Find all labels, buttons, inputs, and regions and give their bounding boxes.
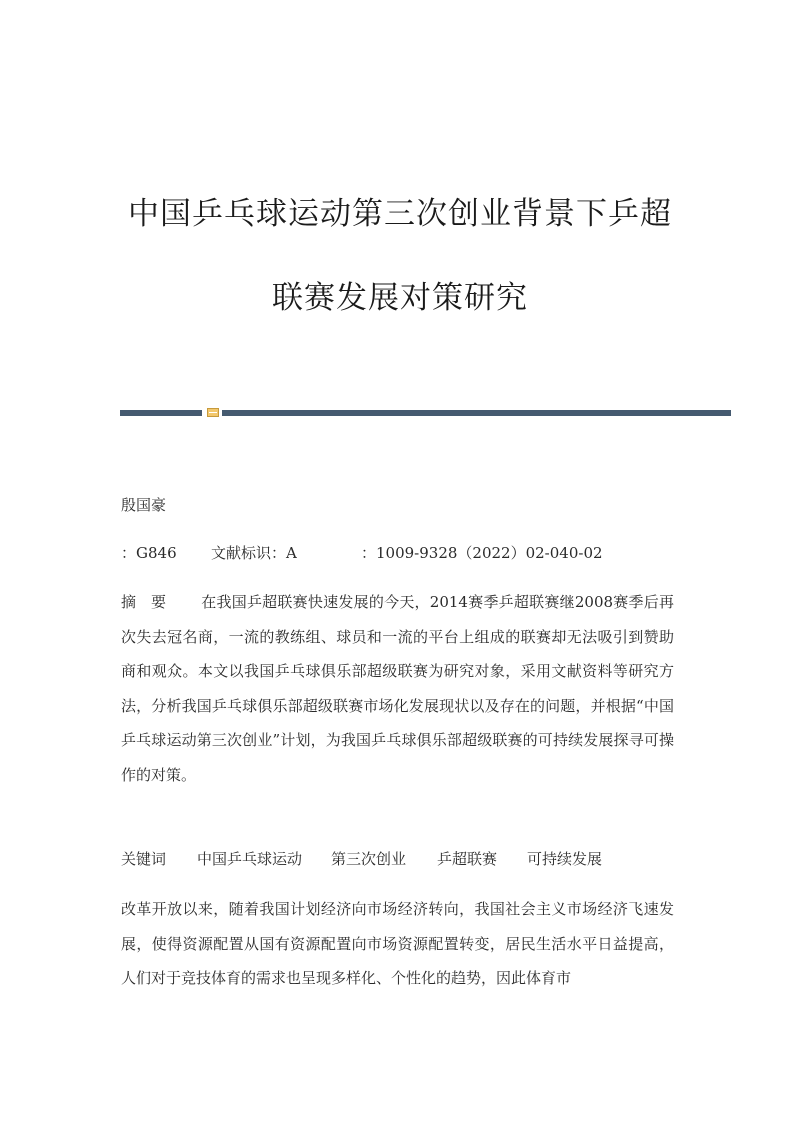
abstract-text: 在我国乒超联赛快速发展的今天，2014赛季乒超联赛继2008赛季后再次失去冠名商，一流的教练组、球员和一流的平台上组成的联赛却无法吸引到赞助商和观众。本文以我国乒乓球俱乐部超级联赛为研究对象，采用文献资料等研究方法，分析我国乒乓球俱乐部超级联赛市场化发展现状以及存在的问题，并根据“中国乒乓球运动第三次创业”计划，为我国乒乓球俱乐部超级联赛的可持续发展探寻可操作的对策。 bbox=[121, 593, 674, 784]
paper-title-line2: 联赛发展对策研究 bbox=[272, 280, 528, 316]
title-divider bbox=[120, 408, 731, 417]
author-name: 殷国豪 bbox=[121, 496, 167, 514]
keyword-item: 乒超联赛 bbox=[437, 850, 498, 868]
body-paragraph: 改革开放以来，随着我国计划经济向市场经济转向，我国社会主义市场经济飞速发展，使得资源配置从国有资源配置向市场资源配置转变，居民生活水平日益提高，人们对于竞技体育的需求也呈现多样化、个性化的趋势，因此体育市 bbox=[121, 900, 674, 987]
keywords-label: 关键词 bbox=[121, 850, 167, 868]
article-number: ：1009-9328（2022）02-040-02 bbox=[361, 544, 603, 562]
divider-bar-left bbox=[120, 410, 202, 416]
divider-bar-right bbox=[222, 410, 731, 416]
paper-title-line1: 中国乒乓球运动第三次创业背景下乒超 bbox=[128, 196, 672, 232]
keyword-item: 中国乒乓球运动 bbox=[197, 850, 303, 868]
classification-number: ：G846 bbox=[121, 544, 177, 562]
keyword-item: 可持续发展 bbox=[527, 850, 603, 868]
document-code: 文献标识：A bbox=[211, 544, 297, 562]
abstract-label: 摘 要 bbox=[121, 593, 167, 611]
divider-emblem-icon bbox=[207, 408, 219, 417]
keyword-item: 第三次创业 bbox=[331, 850, 407, 868]
abstract bbox=[121, 585, 674, 792]
